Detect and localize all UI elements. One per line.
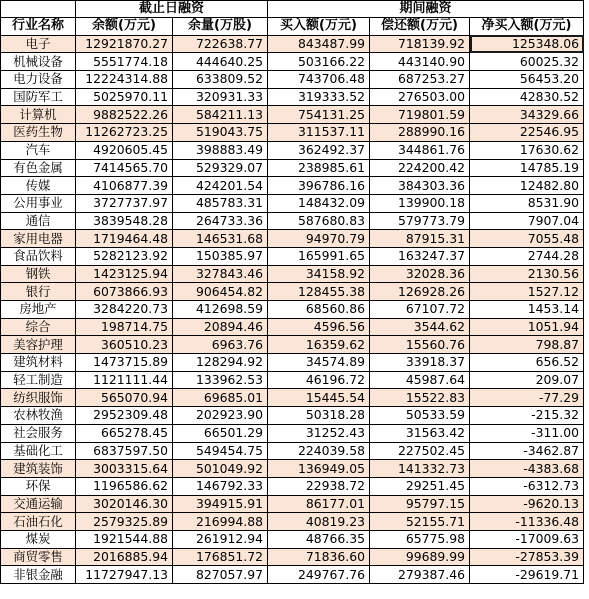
cell-industry[interactable]: 综合 bbox=[1, 318, 76, 336]
cell-repay[interactable]: 95797.15 bbox=[370, 495, 470, 513]
cell-net-buy[interactable]: -17009.63 bbox=[470, 530, 584, 548]
cell-balance[interactable]: 2016885.94 bbox=[76, 548, 173, 566]
table-row bbox=[1, 424, 584, 442]
cell-net-buy[interactable]: 798.87 bbox=[470, 336, 584, 354]
table-row bbox=[1, 389, 584, 407]
cell-net-buy[interactable]: -311.00 bbox=[470, 424, 584, 442]
cell-repay[interactable]: 67107.72 bbox=[370, 301, 470, 319]
cell-volume[interactable]: 264733.36 bbox=[173, 212, 268, 230]
table-row bbox=[1, 247, 584, 265]
cell-industry[interactable]: 煤炭 bbox=[1, 530, 76, 548]
cell-repay[interactable]: 579773.79 bbox=[370, 212, 470, 230]
table-row bbox=[1, 495, 584, 513]
cell-repay[interactable]: 87915.31 bbox=[370, 230, 470, 248]
header-net-buy: 净买入额(万元) bbox=[470, 18, 584, 36]
cell-buy[interactable]: 15445.54 bbox=[268, 389, 370, 407]
cell-repay[interactable]: 687253.27 bbox=[370, 71, 470, 89]
cell-repay[interactable]: 141332.73 bbox=[370, 460, 470, 478]
cell-repay[interactable]: 163247.37 bbox=[370, 247, 470, 265]
cell-volume[interactable]: 133962.53 bbox=[173, 371, 268, 389]
cell-repay[interactable]: 29251.45 bbox=[370, 477, 470, 495]
cell-balance[interactable]: 1719464.48 bbox=[76, 230, 173, 248]
cell-net-buy[interactable]: 12482.80 bbox=[470, 177, 584, 195]
cell-volume[interactable]: 906454.82 bbox=[173, 283, 268, 301]
cell-balance[interactable]: 12921870.27 bbox=[76, 35, 173, 53]
cell-balance[interactable]: 665278.45 bbox=[76, 424, 173, 442]
cell-balance[interactable]: 1196586.62 bbox=[76, 477, 173, 495]
cell-balance[interactable]: 3003315.64 bbox=[76, 460, 173, 478]
cell-volume[interactable]: 485783.31 bbox=[173, 194, 268, 212]
cell-balance[interactable]: 3284220.73 bbox=[76, 301, 173, 319]
cell-balance[interactable]: 1473715.89 bbox=[76, 354, 173, 372]
cell-buy[interactable]: 34158.92 bbox=[268, 265, 370, 283]
header-volume: 余量(万股) bbox=[173, 18, 268, 36]
cell-net-buy[interactable]: -215.32 bbox=[470, 407, 584, 425]
cell-buy[interactable]: 754131.25 bbox=[268, 106, 370, 124]
cell-net-buy[interactable]: 56453.20 bbox=[470, 71, 584, 89]
cell-balance[interactable]: 565070.94 bbox=[76, 389, 173, 407]
cell-buy[interactable]: 311537.11 bbox=[268, 124, 370, 142]
table-row bbox=[1, 566, 584, 584]
cell-volume[interactable]: 128294.92 bbox=[173, 354, 268, 372]
cell-volume[interactable]: 444640.25 bbox=[173, 53, 268, 71]
cell-industry[interactable]: 电力设备 bbox=[1, 71, 76, 89]
table-row bbox=[1, 354, 584, 372]
cell-balance[interactable]: 1121111.44 bbox=[76, 371, 173, 389]
cell-industry[interactable]: 家用电器 bbox=[1, 230, 76, 248]
table-row bbox=[1, 265, 584, 283]
cell-industry[interactable]: 传媒 bbox=[1, 177, 76, 195]
cell-industry[interactable]: 纺织服饰 bbox=[1, 389, 76, 407]
cell-buy[interactable]: 319333.52 bbox=[268, 88, 370, 106]
cell-volume[interactable]: 394915.91 bbox=[173, 495, 268, 513]
cell-repay[interactable]: 279387.46 bbox=[370, 566, 470, 584]
cell-industry[interactable]: 农林牧渔 bbox=[1, 407, 76, 425]
cell-net-buy[interactable]: 656.52 bbox=[470, 354, 584, 372]
table-row bbox=[1, 88, 584, 106]
cell-volume[interactable]: 529329.07 bbox=[173, 159, 268, 177]
cell-industry[interactable]: 公用事业 bbox=[1, 194, 76, 212]
cell-net-buy[interactable]: 60025.32 bbox=[470, 53, 584, 71]
group-header-row bbox=[1, 1, 584, 18]
cell-volume[interactable]: 69685.01 bbox=[173, 389, 268, 407]
cell-repay[interactable]: 288990.16 bbox=[370, 124, 470, 142]
table-row bbox=[1, 336, 584, 354]
cell-industry[interactable]: 建筑材料 bbox=[1, 354, 76, 372]
cell-buy[interactable]: 128455.38 bbox=[268, 283, 370, 301]
cell-repay[interactable]: 224200.42 bbox=[370, 159, 470, 177]
cell-repay[interactable]: 15522.83 bbox=[370, 389, 470, 407]
cell-net-buy[interactable]: -9620.13 bbox=[470, 495, 584, 513]
cell-net-buy[interactable]: 7055.48 bbox=[470, 230, 584, 248]
cell-volume[interactable]: 327843.46 bbox=[173, 265, 268, 283]
cell-buy[interactable]: 396786.16 bbox=[268, 177, 370, 195]
cell-industry[interactable]: 钢铁 bbox=[1, 265, 76, 283]
column-header-row bbox=[1, 18, 584, 36]
cell-repay[interactable]: 344861.76 bbox=[370, 141, 470, 159]
table-row bbox=[1, 141, 584, 159]
cell-balance[interactable]: 6073866.93 bbox=[76, 283, 173, 301]
cell-buy[interactable]: 503166.22 bbox=[268, 53, 370, 71]
cell-repay[interactable]: 443140.90 bbox=[370, 53, 470, 71]
cell-balance[interactable]: 9882522.26 bbox=[76, 106, 173, 124]
cell-buy[interactable]: 34574.89 bbox=[268, 354, 370, 372]
cell-industry[interactable]: 通信 bbox=[1, 212, 76, 230]
cell-buy[interactable]: 50318.28 bbox=[268, 407, 370, 425]
cell-balance[interactable]: 3020146.30 bbox=[76, 495, 173, 513]
cell-industry[interactable]: 机械设备 bbox=[1, 53, 76, 71]
table-row bbox=[1, 477, 584, 495]
cell-industry[interactable]: 交通运输 bbox=[1, 495, 76, 513]
cell-volume[interactable]: 424201.54 bbox=[173, 177, 268, 195]
header-buy: 买入额(万元) bbox=[268, 18, 370, 36]
cell-balance[interactable]: 4920605.45 bbox=[76, 141, 173, 159]
cell-net-buy[interactable]: -11336.48 bbox=[470, 513, 584, 531]
cell-net-buy[interactable]: 209.07 bbox=[470, 371, 584, 389]
cell-buy[interactable]: 31252.43 bbox=[268, 424, 370, 442]
cell-net-buy[interactable]: 2130.56 bbox=[470, 265, 584, 283]
cell-balance[interactable]: 2579325.89 bbox=[76, 513, 173, 531]
cell-buy[interactable]: 743706.48 bbox=[268, 71, 370, 89]
table-row bbox=[1, 530, 584, 548]
cell-buy[interactable]: 16359.62 bbox=[268, 336, 370, 354]
cell-volume[interactable]: 150385.97 bbox=[173, 247, 268, 265]
cell-industry[interactable]: 计算机 bbox=[1, 106, 76, 124]
header-balance: 余额(万元) bbox=[76, 18, 173, 36]
cell-net-buy[interactable]: 2744.28 bbox=[470, 247, 584, 265]
cell-buy[interactable]: 46196.72 bbox=[268, 371, 370, 389]
cell-balance[interactable]: 7414565.70 bbox=[76, 159, 173, 177]
cell-volume[interactable]: 146531.68 bbox=[173, 230, 268, 248]
cell-industry[interactable]: 食品饮料 bbox=[1, 247, 76, 265]
cell-balance[interactable]: 1423125.94 bbox=[76, 265, 173, 283]
cell-balance[interactable]: 3727737.97 bbox=[76, 194, 173, 212]
cell-industry[interactable]: 汽车 bbox=[1, 141, 76, 159]
header-repay: 偿还额(万元) bbox=[370, 18, 470, 36]
cell-industry[interactable]: 石油石化 bbox=[1, 513, 76, 531]
cell-repay[interactable]: 227502.45 bbox=[370, 442, 470, 460]
cell-volume[interactable]: 398883.49 bbox=[173, 141, 268, 159]
cell-balance[interactable]: 4106877.39 bbox=[76, 177, 173, 195]
cell-repay[interactable]: 33918.37 bbox=[370, 354, 470, 372]
cell-volume[interactable]: 827057.97 bbox=[173, 566, 268, 584]
table-row bbox=[1, 283, 584, 301]
table-row bbox=[1, 301, 584, 319]
cell-balance[interactable]: 12224314.88 bbox=[76, 71, 173, 89]
cell-industry[interactable]: 国防军工 bbox=[1, 88, 76, 106]
cell-volume[interactable]: 202923.90 bbox=[173, 407, 268, 425]
cell-volume[interactable]: 412698.59 bbox=[173, 301, 268, 319]
cell-buy[interactable]: 136949.05 bbox=[268, 460, 370, 478]
cell-net-buy[interactable]: 42830.52 bbox=[470, 88, 584, 106]
cell-balance[interactable]: 3839548.28 bbox=[76, 212, 173, 230]
table-row bbox=[1, 194, 584, 212]
cell-volume[interactable]: 519043.75 bbox=[173, 124, 268, 142]
cell-balance[interactable]: 5282123.92 bbox=[76, 247, 173, 265]
cell-buy[interactable]: 249767.76 bbox=[268, 566, 370, 584]
table-row bbox=[1, 159, 584, 177]
cell-volume[interactable]: 176851.72 bbox=[173, 548, 268, 566]
cell-industry[interactable]: 轻工制造 bbox=[1, 371, 76, 389]
table-row bbox=[1, 513, 584, 531]
cell-balance[interactable]: 1921544.88 bbox=[76, 530, 173, 548]
cell-repay[interactable]: 31563.42 bbox=[370, 424, 470, 442]
cell-repay[interactable]: 45987.64 bbox=[370, 371, 470, 389]
cell-net-buy[interactable]: 1527.12 bbox=[470, 283, 584, 301]
cell-balance[interactable]: 198714.75 bbox=[76, 318, 173, 336]
cell-balance[interactable]: 5025970.11 bbox=[76, 88, 173, 106]
cell-buy[interactable]: 40819.23 bbox=[268, 513, 370, 531]
cell-industry[interactable]: 电子 bbox=[1, 35, 76, 53]
cell-balance[interactable]: 5551774.18 bbox=[76, 53, 173, 71]
cell-net-buy[interactable]: 14785.19 bbox=[470, 159, 584, 177]
cell-repay[interactable]: 719801.59 bbox=[370, 106, 470, 124]
cell-repay[interactable]: 139900.18 bbox=[370, 194, 470, 212]
cell-balance[interactable]: 11727947.13 bbox=[76, 566, 173, 584]
cell-industry[interactable]: 环保 bbox=[1, 477, 76, 495]
cell-net-buy[interactable]: 1051.94 bbox=[470, 318, 584, 336]
cell-industry[interactable]: 基础化工 bbox=[1, 442, 76, 460]
cell-repay[interactable]: 50533.59 bbox=[370, 407, 470, 425]
cell-net-buy[interactable]: -27853.39 bbox=[470, 548, 584, 566]
cell-repay[interactable]: 3544.62 bbox=[370, 318, 470, 336]
cell-buy[interactable]: 48766.35 bbox=[268, 530, 370, 548]
cell-industry[interactable]: 建筑装饰 bbox=[1, 460, 76, 478]
cell-volume[interactable]: 216994.88 bbox=[173, 513, 268, 531]
cell-volume[interactable]: 320931.33 bbox=[173, 88, 268, 106]
cell-volume[interactable]: 584211.13 bbox=[173, 106, 268, 124]
cell-industry[interactable]: 美容护理 bbox=[1, 336, 76, 354]
cell-volume[interactable]: 146792.33 bbox=[173, 477, 268, 495]
group-header-period-financing: 期间融资 bbox=[268, 1, 584, 18]
cell-repay[interactable]: 32028.36 bbox=[370, 265, 470, 283]
cell-buy[interactable]: 587680.83 bbox=[268, 212, 370, 230]
header-industry: 行业名称 bbox=[1, 18, 76, 36]
cell-balance[interactable]: 360510.23 bbox=[76, 336, 173, 354]
cell-buy[interactable]: 238985.61 bbox=[268, 159, 370, 177]
cell-industry[interactable]: 社会服务 bbox=[1, 424, 76, 442]
cell-volume[interactable]: 6963.76 bbox=[173, 336, 268, 354]
cell-net-buy[interactable]: 1453.14 bbox=[470, 301, 584, 319]
cell-industry[interactable]: 商贸零售 bbox=[1, 548, 76, 566]
table-row bbox=[1, 318, 584, 336]
cell-repay[interactable]: 384303.36 bbox=[370, 177, 470, 195]
table-row bbox=[1, 548, 584, 566]
cell-net-buy[interactable]: 22546.95 bbox=[470, 124, 584, 142]
table-row bbox=[1, 460, 584, 478]
cell-buy[interactable]: 86177.01 bbox=[268, 495, 370, 513]
table-row bbox=[1, 212, 584, 230]
cell-repay[interactable]: 99689.99 bbox=[370, 548, 470, 566]
cell-net-buy[interactable]: -29619.71 bbox=[470, 566, 584, 584]
cell-buy[interactable]: 362492.37 bbox=[268, 141, 370, 159]
table-row bbox=[1, 71, 584, 89]
cell-buy[interactable]: 148432.09 bbox=[268, 194, 370, 212]
cell-volume[interactable]: 549454.75 bbox=[173, 442, 268, 460]
cell-industry[interactable]: 银行 bbox=[1, 283, 76, 301]
cell-industry[interactable]: 非银金融 bbox=[1, 566, 76, 584]
cell-net-buy[interactable]: -3462.87 bbox=[470, 442, 584, 460]
cell-net-buy[interactable]: -77.29 bbox=[470, 389, 584, 407]
table-row bbox=[1, 371, 584, 389]
table-row bbox=[1, 35, 584, 53]
cell-repay[interactable]: 65775.98 bbox=[370, 530, 470, 548]
cell-net-buy[interactable]: -6312.73 bbox=[470, 477, 584, 495]
table-row bbox=[1, 124, 584, 142]
table-row bbox=[1, 106, 584, 124]
cell-industry[interactable]: 房地产 bbox=[1, 301, 76, 319]
table-row bbox=[1, 177, 584, 195]
cell-repay[interactable]: 52155.71 bbox=[370, 513, 470, 531]
table-row bbox=[1, 230, 584, 248]
cell-buy[interactable]: 843487.99 bbox=[268, 35, 370, 53]
cell-net-buy[interactable]: 125348.06 bbox=[470, 35, 584, 53]
table-row bbox=[1, 442, 584, 460]
cell-buy[interactable]: 68560.86 bbox=[268, 301, 370, 319]
group-header-closing-balance: 截止日融资 bbox=[76, 1, 268, 18]
cell-buy[interactable]: 22938.72 bbox=[268, 477, 370, 495]
cell-balance[interactable]: 6837597.50 bbox=[76, 442, 173, 460]
cell-volume[interactable]: 20894.46 bbox=[173, 318, 268, 336]
cell-volume[interactable]: 501049.92 bbox=[173, 460, 268, 478]
cell-buy[interactable]: 165991.65 bbox=[268, 247, 370, 265]
cell-balance[interactable]: 11262723.25 bbox=[76, 124, 173, 142]
cell-repay[interactable]: 126928.26 bbox=[370, 283, 470, 301]
cell-volume[interactable]: 261912.94 bbox=[173, 530, 268, 548]
cell-industry[interactable]: 医药生物 bbox=[1, 124, 76, 142]
table-row bbox=[1, 53, 584, 71]
cell-volume[interactable]: 722638.77 bbox=[173, 35, 268, 53]
cell-volume[interactable]: 66501.29 bbox=[173, 424, 268, 442]
cell-buy[interactable]: 94970.79 bbox=[268, 230, 370, 248]
cell-buy[interactable]: 4596.56 bbox=[268, 318, 370, 336]
cell-net-buy[interactable]: 8531.90 bbox=[470, 194, 584, 212]
cell-industry[interactable]: 有色金属 bbox=[1, 159, 76, 177]
cell-net-buy[interactable]: 7907.04 bbox=[470, 212, 584, 230]
cell-repay[interactable]: 718139.92 bbox=[370, 35, 470, 53]
cell-repay[interactable]: 15560.76 bbox=[370, 336, 470, 354]
cell-buy[interactable]: 71836.60 bbox=[268, 548, 370, 566]
cell-buy[interactable]: 224039.58 bbox=[268, 442, 370, 460]
cell-repay[interactable]: 276503.00 bbox=[370, 88, 470, 106]
cell-balance[interactable]: 2952309.48 bbox=[76, 407, 173, 425]
table-row bbox=[1, 407, 584, 425]
cell-net-buy[interactable]: 34329.66 bbox=[470, 106, 584, 124]
group-header-blank bbox=[1, 1, 76, 18]
cell-net-buy[interactable]: 17630.62 bbox=[470, 141, 584, 159]
cell-net-buy[interactable]: -4383.68 bbox=[470, 460, 584, 478]
cell-volume[interactable]: 633809.52 bbox=[173, 71, 268, 89]
